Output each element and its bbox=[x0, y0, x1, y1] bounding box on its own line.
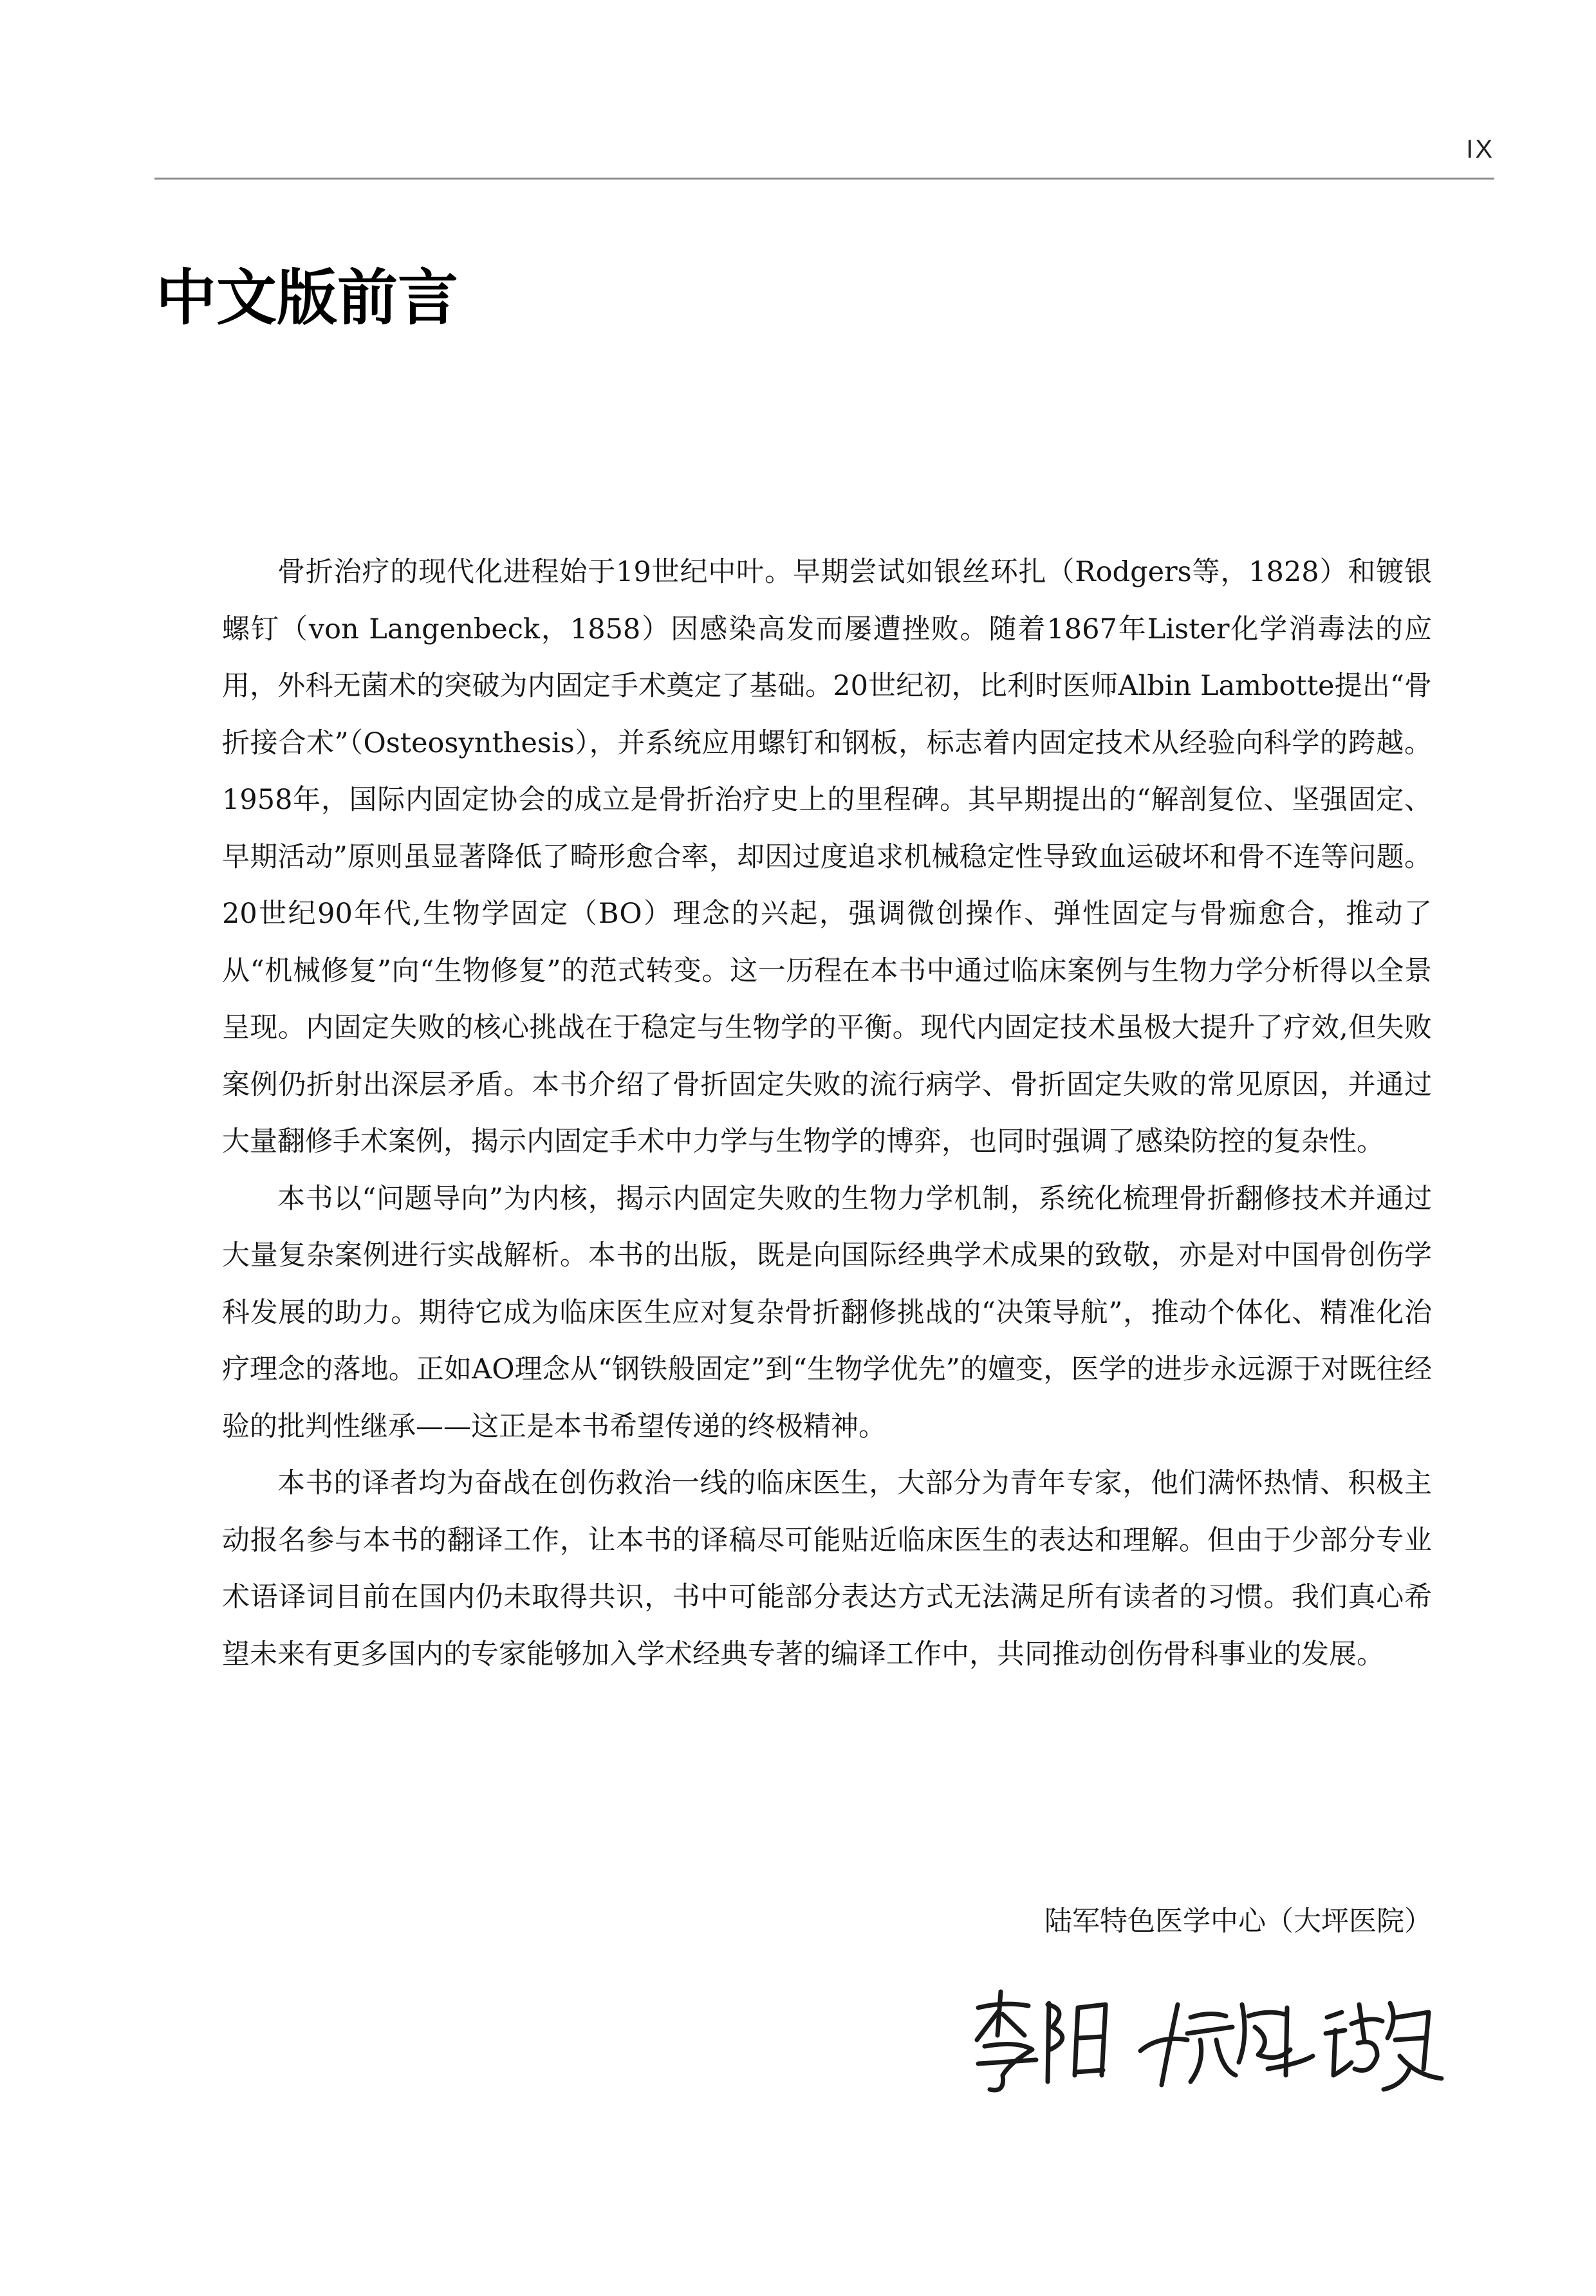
handwritten-signatures bbox=[965, 1979, 1454, 2101]
paragraph-purpose: 本书以“问题导向”为内核，揭示内固定失败的生物力学机制，系统化梳理骨折翻修技术并通过大量复杂案例进行实战解析。本书的出版，既是向国际经典学术成果的致敬，亦是对中国骨创伤学科发展的助力。期待它成为临床医生应对复杂骨折翻修挑战的“决策导航”，推动个体化、精准化治疗理念的落地。正如AO理念从“钢铁般固定”到“生物学优先”的嬗变，医学的进步永远源于对既往经验的批判性继承——这正是本书希望传递的终极精神。 bbox=[222, 1182, 1432, 1443]
preface-body bbox=[222, 544, 1432, 1683]
page-number: IX bbox=[1466, 135, 1494, 163]
header-divider bbox=[154, 178, 1494, 180]
signature-1 bbox=[977, 1992, 1106, 2090]
signature-2 bbox=[1140, 2004, 1313, 2085]
paragraph-history: 骨折治疗的现代化进程始于19世纪中叶。早期尝试如银丝环扎（Rodgers等，1828）和镀银螺钉（von Langenbeck，1858）因感染高发而屡遭挫败。随着1867年Lister化学消毒法的应用，外科无菌术的突破为内固定手术奠定了基础。20世纪初，比利时医师Albin Lambotte提出“骨折接合术”（Osteosynthesis），并系统应用螺钉和钢板，标志着内固定技术从经验向科学的跨越。1958年，国际内固定协会的成立是骨折治疗史上的里程碑。其早期提出的“解剖复位、坚强固定、早期活动”原则虽显著降低了畸形愈合率，却因过度追求机械稳定性导致血运破坏和骨不连等问题。20世纪90年代,生物学固定（BO）理念的兴起，强调微创操作、弹性固定与骨痂愈合，推动了从“机械修复”向“生物修复”的范式转变。这一历程在本书中通过临床案例与生物力学分析得以全景呈现。内固定失败的核心挑战在于稳定与生物学的平衡。现代内固定技术虽极大提升了疗效,但失败案例仍折射出深层矛盾。本书介绍了骨折固定失败的流行病学、骨折固定失败的常见原因，并通过大量翻修手术案例，揭示内固定手术中力学与生物学的博弈，也同时强调了感染防控的复杂性。 bbox=[222, 556, 1432, 1158]
institution-credit: 陆军特色医学中心（大坪医院） bbox=[1044, 1905, 1432, 1938]
signature-3 bbox=[1326, 2003, 1442, 2089]
page-title: 中文版前言 bbox=[156, 263, 459, 333]
paragraph-translators: 本书的译者均为奋战在创伤救治一线的临床医生，大部分为青年专家，他们满怀热情、积极主动报名参与本书的翻译工作，让本书的译稿尽可能贴近临床医生的表达和理解。但由于少部分专业术语译词目前在国内仍未取得共识，书中可能部分表达方式无法满足所有读者的习惯。我们真心希望未来有更多国内的专家能够加入学术经典专著的编译工作中，共同推动创伤骨科事业的发展。 bbox=[222, 1467, 1432, 1671]
